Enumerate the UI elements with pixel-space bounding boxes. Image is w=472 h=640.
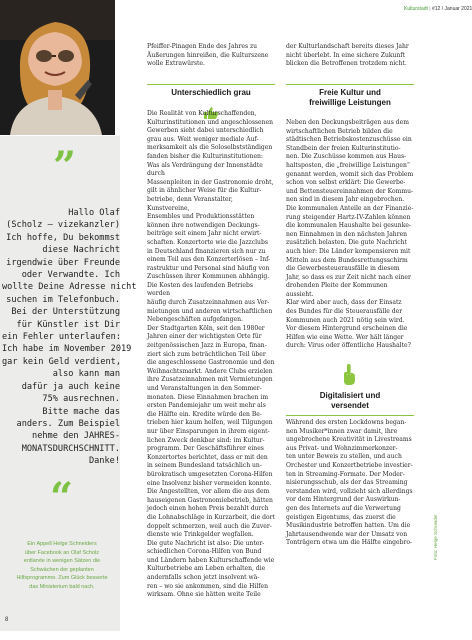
text-line: Die gute Nachricht ist also: Die unter-	[147, 539, 265, 547]
heading-line: Freie Kultur und	[319, 88, 381, 97]
heading-unterschiedlich-grau: Unterschiedlich grau	[171, 88, 251, 97]
text-line: ihre Zusatzeinnahmen mit Vermietungen	[147, 376, 273, 384]
quote-line: ein Fehler unterlaufen:	[2, 332, 121, 343]
text-line: gilt in ähnlicher Weise für die Kultur-	[147, 187, 262, 195]
text-line: Jahrtausendwende war der Umsatz von	[286, 530, 408, 538]
text-line: Klar wird aber auch, dass der Einsatz	[286, 299, 402, 307]
text-line: nen Einnahmen in den nächsten Jahren	[286, 230, 408, 238]
quote-line: (Scholz – vizekanzler)	[6, 220, 120, 231]
text-line: doppelt schmerzen, weil auch die Zuver-	[147, 522, 272, 530]
text-line: ten in Streaming-Formate. Der Moder-	[286, 470, 405, 478]
text-line: ungebrochene Kreativität in Livestreams	[286, 436, 412, 444]
quote-line: Ich habe im November 2019	[2, 344, 132, 355]
text-line: grau aus. Weit weniger mediale Auf-	[147, 135, 259, 143]
quote-line: dafür ja auch keine	[21, 381, 120, 392]
text-line: verstanden wird, vollzieht sich allerdings	[286, 487, 413, 495]
text-line: können ihre notwendigen Deckungs-	[147, 221, 260, 229]
text-line: Konzertortes berichtet, dass er mit den	[147, 453, 268, 461]
caption-line: Schwächen der geplanten	[30, 566, 94, 573]
col2-intro	[147, 43, 275, 69]
text-line: rastruktur und Personal sind häufig von	[147, 264, 270, 272]
text-line: die Gewerbesteuerausfälle in diesem	[286, 265, 400, 273]
text-line: nen Musiker*innen zwar damit, ihre	[286, 427, 398, 435]
text-line: Vor diesem Hintergrund erscheinen die	[286, 325, 408, 333]
text-line: nur über Einsparungen in ihrem eigent-	[147, 427, 270, 435]
text-line: betriebe, denn Veranstalter, Kunstvereine,	[147, 195, 233, 212]
text-line: hauseigenen Gastronomiebetrieb, hätten	[147, 496, 273, 504]
caption-line: über Facebook an Olaf Scholz	[25, 549, 99, 556]
section-rule	[286, 415, 414, 416]
text-line: drohenden Pleite der Kommunen aussieht.	[286, 282, 388, 298]
tap-hand-icon	[341, 363, 357, 387]
text-line: Kulturbetriebe am Leben erhalten, die	[147, 565, 266, 573]
text-line: des Bundes für die Steuerausfälle der	[286, 308, 403, 316]
text-line: eine Insolvenz bisher vermeiden konnte.	[147, 479, 272, 487]
section-rule	[286, 84, 414, 85]
text-line: dienste wie Trinkgelder wegfallen.	[147, 531, 254, 539]
text-line: ersten Pandemiejahr um weit mehr als	[147, 402, 266, 410]
text-line: Massenpleiten in der Gastronomie droht,	[147, 178, 274, 186]
text-line: Jahren einer der wichtigsten Orte für	[147, 333, 262, 341]
text-line: zusätzlich belasten. Die gute Nachricht	[286, 239, 408, 247]
text-line: ren – wo sie ankommen, sind die Hilfen	[147, 582, 268, 590]
page-number: 8	[5, 617, 9, 623]
text-line: Ensembles und Produktionsstätten	[147, 213, 255, 221]
text-line: jedoch einen hohen Preis bezahlt durch	[147, 505, 269, 513]
text-line: die kommunalen Haushalte bei gesunke-	[286, 222, 411, 230]
quote-line: Ich hoffe, Du bekommst	[6, 232, 120, 243]
heading-line: Digitalisiert und	[319, 391, 381, 400]
text-line: genannt werden, womit sich das Problem	[286, 170, 414, 178]
text-line: und Bettensteuereinnahmen der Kommu-	[286, 187, 414, 195]
text-line: Kommunen auch 2021 nötig sein wird.	[286, 316, 405, 324]
text-line: Die kommunalen Anteile an der Finanzie-	[286, 204, 414, 212]
text-line: lichen Zweck denkbar sind: im Kultur-	[147, 436, 265, 444]
text-line: ziert sich zum beträchtlichen Teil über	[147, 350, 266, 358]
text-line: rung steigender Hartz-IV-Zahlen können	[286, 213, 411, 221]
text-line: geistigen Eigentums, das zuerst die	[286, 513, 396, 521]
text-line: haltsposten, die „freiwillige Leistungen“	[286, 161, 410, 169]
text-line: monaten. Diese Einnahmen brachen im	[147, 393, 269, 401]
col2-body	[147, 110, 275, 600]
text-line: die Lohnabschläge in Kurzarbeit, die dort	[147, 513, 275, 521]
text-line: Jahr, so dass es zur Zeit nicht nach einer	[286, 273, 411, 281]
quote-line: wollte Deine Adresse nicht	[2, 282, 137, 293]
quote-close-icon: “	[50, 474, 74, 521]
heading-line: versendet	[331, 401, 369, 410]
col3-intro	[286, 43, 414, 69]
text-line: vor dem Hintergrund der Auswirkun-	[286, 496, 401, 504]
quote-line: diese Nachricht	[42, 245, 120, 256]
text-line: Die Kosten des laufenden Betriebs werden	[147, 281, 253, 298]
text-line: programm. Der Geschäftsführer eines	[147, 445, 264, 453]
quote-line: irgendwie über Freunde	[6, 257, 120, 268]
text-line: aus Privat- und Wohnzimmerkonzer-	[286, 444, 398, 452]
text-line: Musikindustrie betroffen hatten. Um die	[286, 522, 411, 530]
text-line: nisierungsschub, als der das Streaming	[286, 479, 408, 487]
text-line: Mitteln aus dem Bundesrettungsschirm	[286, 256, 408, 264]
photo-credit: Foto: Helge Schneider	[433, 514, 438, 560]
heading-freie-kultur	[286, 88, 414, 108]
text-line: Orchester und Konzertbetriebe investier-	[286, 461, 413, 469]
text-line: wirtschaftlichen Betrieb bilden die	[286, 127, 393, 135]
caption-line: Hilfsprogramme. Zum Glück besserte	[16, 575, 108, 582]
caption-line: entlarvte in wenigen Sätzen die	[23, 558, 101, 565]
text-line: Äußerungen hinreißen, die Kulturszene	[147, 51, 269, 59]
quote-line: für Künstler ist Dir	[16, 319, 120, 330]
header-issue: #12 / Januar 2021	[432, 6, 472, 12]
text-line: auch hier: Die Länder kompensieren mit	[286, 247, 411, 255]
quote-line: Bitte mache das	[42, 406, 120, 417]
text-line: Die Angestellten, vor allem die aus dem	[147, 488, 270, 496]
quote-line: Bei der Unterstützung	[11, 307, 120, 318]
text-line: städtischen Betriebskostenzuschüsse ein	[286, 136, 412, 144]
quote-open-icon: ”	[53, 143, 77, 190]
text-line: zeitgenössischen Jazz in Europa, finan-	[147, 342, 267, 350]
quote-line: anders. Zum Beispiel	[16, 418, 120, 429]
quote-line: nehme den JAHRES-	[32, 431, 120, 442]
text-line: und Veranstaltungen in den Sommer-	[147, 385, 262, 392]
text-line: Der Stadtgarten Köln, seit den 1980er	[147, 324, 265, 332]
text-line: schaften. Konzertorte wie die Jazzclubs	[147, 238, 268, 246]
page-header: Kulturstadt | #12 / Januar 2021	[404, 6, 472, 12]
text-line: trieben hier kaum helfen, weil Tilgungen	[147, 419, 273, 427]
text-line: Nebengeschäften aufgefangen.	[147, 316, 243, 324]
text-line: und Ländern haben Kulturschaffende wie	[147, 556, 275, 564]
col3-body1	[286, 119, 414, 351]
text-line: Pfeiffer-Pinagen Ende des Jahres zu	[147, 43, 258, 50]
caption-line: das Ministerium bald nach.	[29, 583, 95, 590]
quote-line: also kann man	[52, 369, 120, 380]
text-line: beiträge seit einem Jahr nicht erwirt-	[147, 230, 262, 238]
text-line: wirksam. Ohne sie hätten weite Teile	[147, 591, 261, 599]
quote-line: gar kein Geld verdient,	[2, 356, 121, 367]
text-line: die Hälfte ein. Kredite würde den Be-	[147, 410, 262, 418]
quote-text	[2, 207, 137, 468]
quote-line: 75% ausrechnen.	[42, 394, 120, 405]
text-line: fanden bisher die Kulturinstitutionen:	[147, 152, 263, 160]
text-line: Neben den Deckungsbeiträgen aus dem	[286, 119, 409, 126]
text-line: in Deutschland finanzieren sich nur zu	[147, 247, 266, 255]
quote-line: MONATSDURCHSCHNITT.	[21, 443, 120, 454]
photo-caption	[10, 540, 114, 592]
text-line: Zuschüssen ihrer Kommunen abhängig.	[147, 273, 270, 281]
text-line: häufig durch Zusatzeinnahmen aus Ver-	[147, 299, 270, 307]
col3-body2	[286, 419, 414, 548]
text-line: Was als Verdrängung der Innenstädte durch	[147, 161, 263, 178]
text-line: wolle Extrawürste.	[147, 60, 205, 68]
text-line: durch: Virus oder öffentliche Haushalte?	[286, 342, 411, 350]
text-line: einem Teil aus den Konzerterlösen – Inf-	[147, 256, 271, 264]
text-line: Hilfen wie eine Wette. Wer hält länger	[286, 333, 404, 341]
portrait-photo	[0, 0, 115, 135]
text-line: andernfalls schon jetzt insolvent wä-	[147, 574, 260, 582]
quote-line: oder Verwandte. Ich	[21, 270, 120, 281]
text-line: mietungen und anderen wirtschaftlichen	[147, 307, 273, 315]
text-line: merksamkeit als die Soloselbstständigen	[147, 144, 273, 152]
text-line: Gewerben sieht dabei unterschiedlich	[147, 127, 264, 135]
text-line: gen des Internets auf die Verwertung	[286, 504, 401, 512]
quote-line: suchen im Telefonbuch.	[6, 294, 120, 305]
text-line: schiedlichen Corona-Hilfen von Bund	[147, 548, 262, 556]
text-line: Tonträgern etwa um die Hälfte eingebro-	[286, 539, 413, 547]
text-line: Kulturinstitutionen und angeschlossenen	[147, 118, 273, 126]
text-line: ten unter Beweis zu stellen, und auch	[286, 453, 402, 461]
text-line: Standbein der freien Kulturinstitutio-	[286, 144, 401, 152]
text-line: Weihnachtsmarkt. Andere Clubs erzielen	[147, 367, 273, 375]
caption-line: Ein Appell Helge Schneiders	[27, 541, 97, 547]
text-line: der Kulturlandschaft bereits dieses Jahr	[286, 43, 409, 50]
header-section: Kulturstadt	[404, 6, 428, 12]
text-line: Die Realität von Kulturschaffenden,	[147, 110, 257, 117]
text-line: nen sind in diesem Jahr eingebrochen.	[286, 196, 405, 204]
text-line: bürokratisch umgesetzten Corona-Hilfen	[147, 470, 273, 478]
text-line: die angeschlossene Gastronomie und den	[147, 359, 275, 367]
text-line: schon von selbst erklärt: Die Gewerbe-	[286, 179, 406, 187]
text-line: Während des ersten Lockdowns began-	[286, 419, 407, 426]
text-line: nen. Die Zuschüsse kommen aus Haus-	[286, 153, 407, 161]
portrait-illustration	[0, 0, 115, 135]
text-line: nicht überlebt. In eine sichere Zukunft	[286, 51, 405, 59]
quote-line: Danke!	[88, 456, 120, 467]
quote-line: Hallo Olaf	[68, 208, 120, 218]
heading-line: freiwillige Leistungen	[309, 98, 391, 107]
heading-digitalisiert	[286, 391, 414, 411]
text-line: blicken die Betroffenen trotzdem nicht.	[286, 60, 407, 68]
text-line: in seinem Bundesland tatsächlich un-	[147, 462, 262, 470]
section-rule	[147, 84, 275, 85]
